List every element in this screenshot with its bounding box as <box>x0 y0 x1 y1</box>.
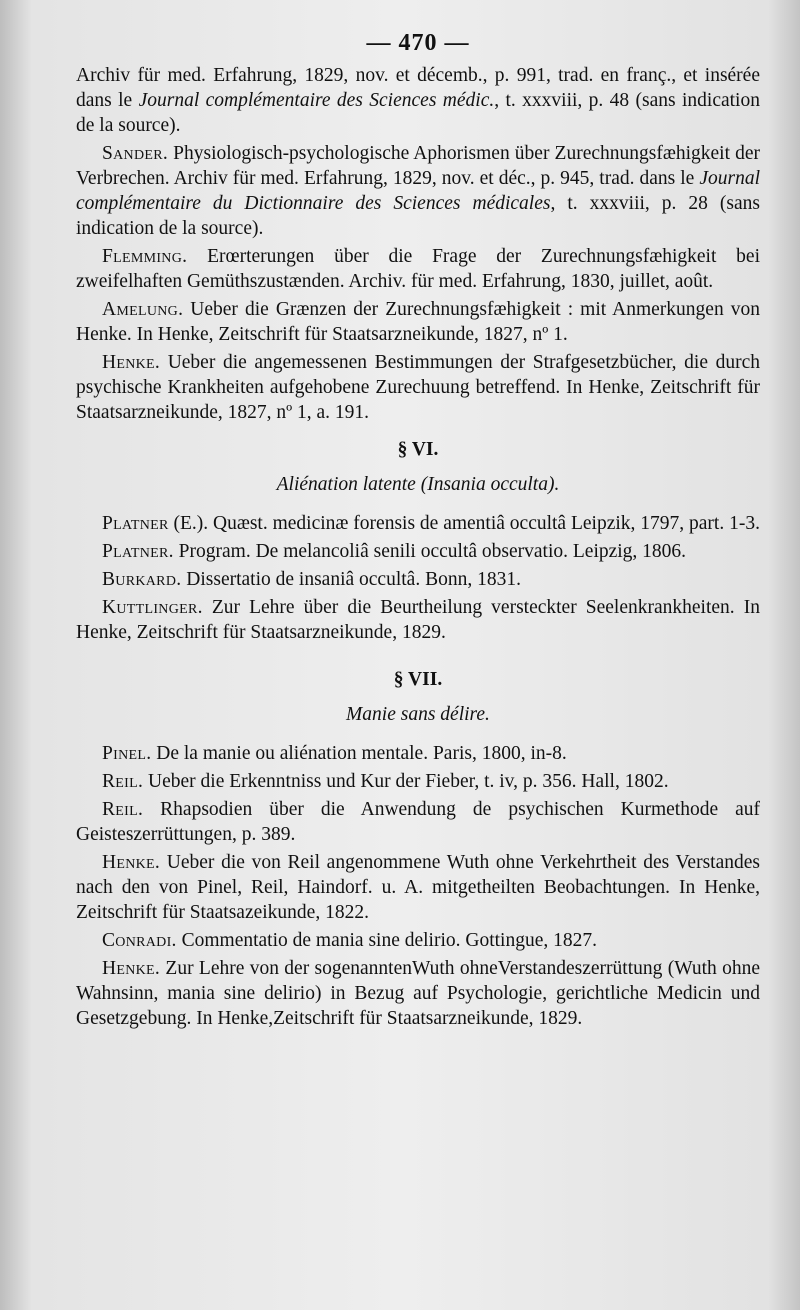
bib-entry: Reil. Rhapsodien über die Anwendung de psychischen Kurmethode auf Geisteszerrüttungen, p. 389. <box>76 799 760 845</box>
bib-entry: Henke. Ueber die angemessenen Bestimmungen der Strafgesetzbücher, die durch psychische Krankheiten aufgehobene Zurechuung betreffend. In Henke, Zeitschrift für Staatsarzneikunde, 1827, nº 1, a. 191. <box>76 352 760 423</box>
bib-entry: Flemming. Erœrterungen über die Frage der Zurechnungsfæhigkeit bei zweifelhaften Gemüthszustænden. Archiv. für med. Erfahrung, 1830, juillet, août. <box>76 246 760 292</box>
bib-entry: Sander. Physiologisch-psychologische Aphorismen über Zurechnungsfæhigkeit der Verbrechen. Archiv für med. Erfahrung, 1829, nov. et déc., p. 945, trad. dans le Journal complémentaire du Dictionnaire des Sciences médicales, t. xxxviii, p. 28 (sans indication de la source). <box>76 143 760 239</box>
section-heading-6: § VI. <box>397 439 439 460</box>
bib-entry: Henke. Ueber die von Reil angenommene Wuth ohne Verkehrtheit des Verstandes nach den von Pinel, Reil, Haindorf. u. A. mitgetheilten Beobachtungen. In Henke, Zeitschrift für Staatsazeikunde, 1822. <box>76 852 760 923</box>
entries-section-7 <box>76 741 760 1031</box>
bib-entry: Platner (E.). Quæst. medicinæ forensis de amentiâ occultâ Leipzik, 1797, part. 1-3. <box>102 513 760 534</box>
bib-entry: Conradi. Commentatio de mania sine delirio. Gottingue, 1827. <box>102 930 597 951</box>
bib-entry: Archiv für med. Erfahrung, 1829, nov. et décemb., p. 991, trad. en franç., et insérée dans le Journal complémentaire des Sciences médic., t. xxxviii, p. 48 (sans indication de la source). <box>76 65 760 136</box>
bib-entry: Platner. Program. De melancoliâ senili occultâ observatio. Leipzig, 1806. <box>102 541 687 562</box>
bib-entry: Reil. Ueber die Erkenntniss und Kur der Fieber, t. iv, p. 356. Hall, 1802. <box>102 771 669 792</box>
bib-entry: Amelung. Ueber die Grænzen der Zurechnungsfæhigkeit : mit Anmerkungen von Henke. In Henke, Zeitschrift für Staatsarzneikunde, 1827, nº 1. <box>76 299 760 345</box>
entries-section-6 <box>76 511 760 645</box>
section-heading-7: § VII. <box>393 669 443 690</box>
bib-entry: Kuttlinger. Zur Lehre über die Beurtheilung versteckter Seelenkrankheiten. In Henke, Zeitschrift für Staatsarzneikunde, 1829. <box>76 597 760 643</box>
section-title-6: Aliénation latente (Insania occulta). <box>276 474 560 495</box>
bib-entry: Burkard. Dissertatio de insaniâ occultâ. Bonn, 1831. <box>102 569 521 590</box>
bib-entry: Pinel. De la manie ou aliénation mentale. Paris, 1800, in-8. <box>102 743 567 764</box>
page-number: — 470 — <box>366 30 470 56</box>
section-title-7: Manie sans délire. <box>346 704 490 725</box>
entries-top <box>76 63 760 425</box>
bib-entry: Henke. Zur Lehre von der sogenanntenWuth ohneVerstandeszerrüttung (Wuth ohne Wahnsinn, mania sine delirio) in Bezug auf Psychologie, gerichtliche Medicin und Gesetzgebung. In Henke,Zeitschrift für Staatsarzneikunde, 1829. <box>76 958 760 1029</box>
